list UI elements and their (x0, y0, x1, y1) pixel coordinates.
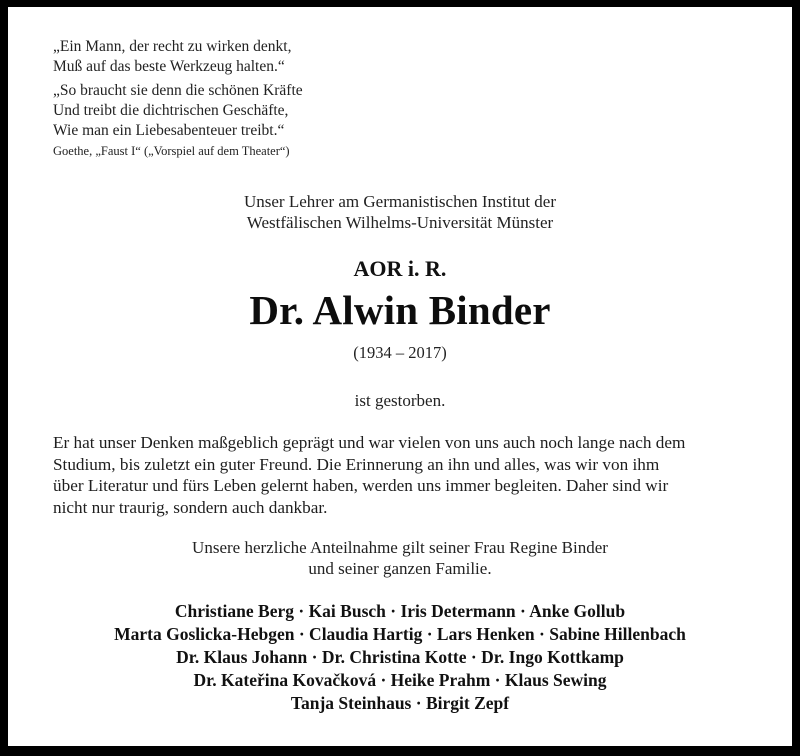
intro-line-1: Unser Lehrer am Germanistischen Institut der (243, 192, 557, 211)
sympathy-line-2: und seiner ganzen Familie. (308, 559, 492, 578)
quote-line: Muß auf das beste Werkzeug halten.“ (53, 58, 285, 75)
signatory-line: Dr. Klaus Johann · Dr. Christina Kotte · Dr. Ingo Kottkamp (176, 647, 624, 667)
quote-line: „Ein Mann, der recht zu wirken denkt, (53, 38, 292, 55)
tribute-line: nicht nur traurig, sondern auch dankbar. (53, 497, 328, 517)
tribute-line: Er hat unser Denken maßgeblich geprägt und war vielen von uns auch noch lange nach dem (53, 433, 686, 452)
signatories (8, 600, 792, 715)
intro-text (8, 191, 792, 233)
goethe-quote-2 (53, 81, 303, 141)
tribute-paragraph (53, 432, 753, 518)
intro-line-2: Westfälischen Wilhelms-Universität Münster (246, 213, 554, 232)
signatory-line: Dr. Kateřina Kovačková · Heike Prahm · Klaus Sewing (193, 670, 607, 690)
deceased-name: Dr. Alwin Binder (249, 287, 551, 333)
death-notice: ist gestorben. (354, 391, 446, 410)
sympathy-text (8, 537, 792, 579)
signatory-line: Marta Goslicka-Hebgen · Claudia Hartig · Lars Henken · Sabine Hillenbach (114, 624, 686, 644)
signatory-line: Tanja Steinhaus · Birgit Zepf (290, 693, 510, 713)
obituary-notice (8, 7, 792, 746)
tribute-line: Studium, bis zuletzt ein guter Freund. Die Erinnerung an ihn und alles, was wir von ihm (53, 454, 660, 474)
sympathy-line-1: Unsere herzliche Anteilnahme gilt seiner Frau Regine Binder (192, 538, 608, 557)
quote-attribution: Goethe, „Faust I“ („Vorspiel auf dem Theater“) (53, 144, 290, 158)
quote-line: Wie man ein Liebesabenteuer treibt.“ (53, 122, 285, 139)
life-years: (1934 – 2017) (353, 343, 447, 362)
quote-line: „So braucht sie denn die schönen Kräfte (53, 82, 303, 99)
goethe-quote-1 (53, 37, 291, 77)
signatory-line: Christiane Berg · Kai Busch · Iris Determann · Anke Gollub (174, 601, 626, 621)
academic-title: AOR i. R. (353, 256, 447, 281)
tribute-line: über Literatur und fürs Leben gelernt haben, werden uns immer begleiten. Daher sind wir (53, 476, 669, 495)
quote-line: Und treibt die dichtrischen Geschäfte, (53, 102, 289, 119)
